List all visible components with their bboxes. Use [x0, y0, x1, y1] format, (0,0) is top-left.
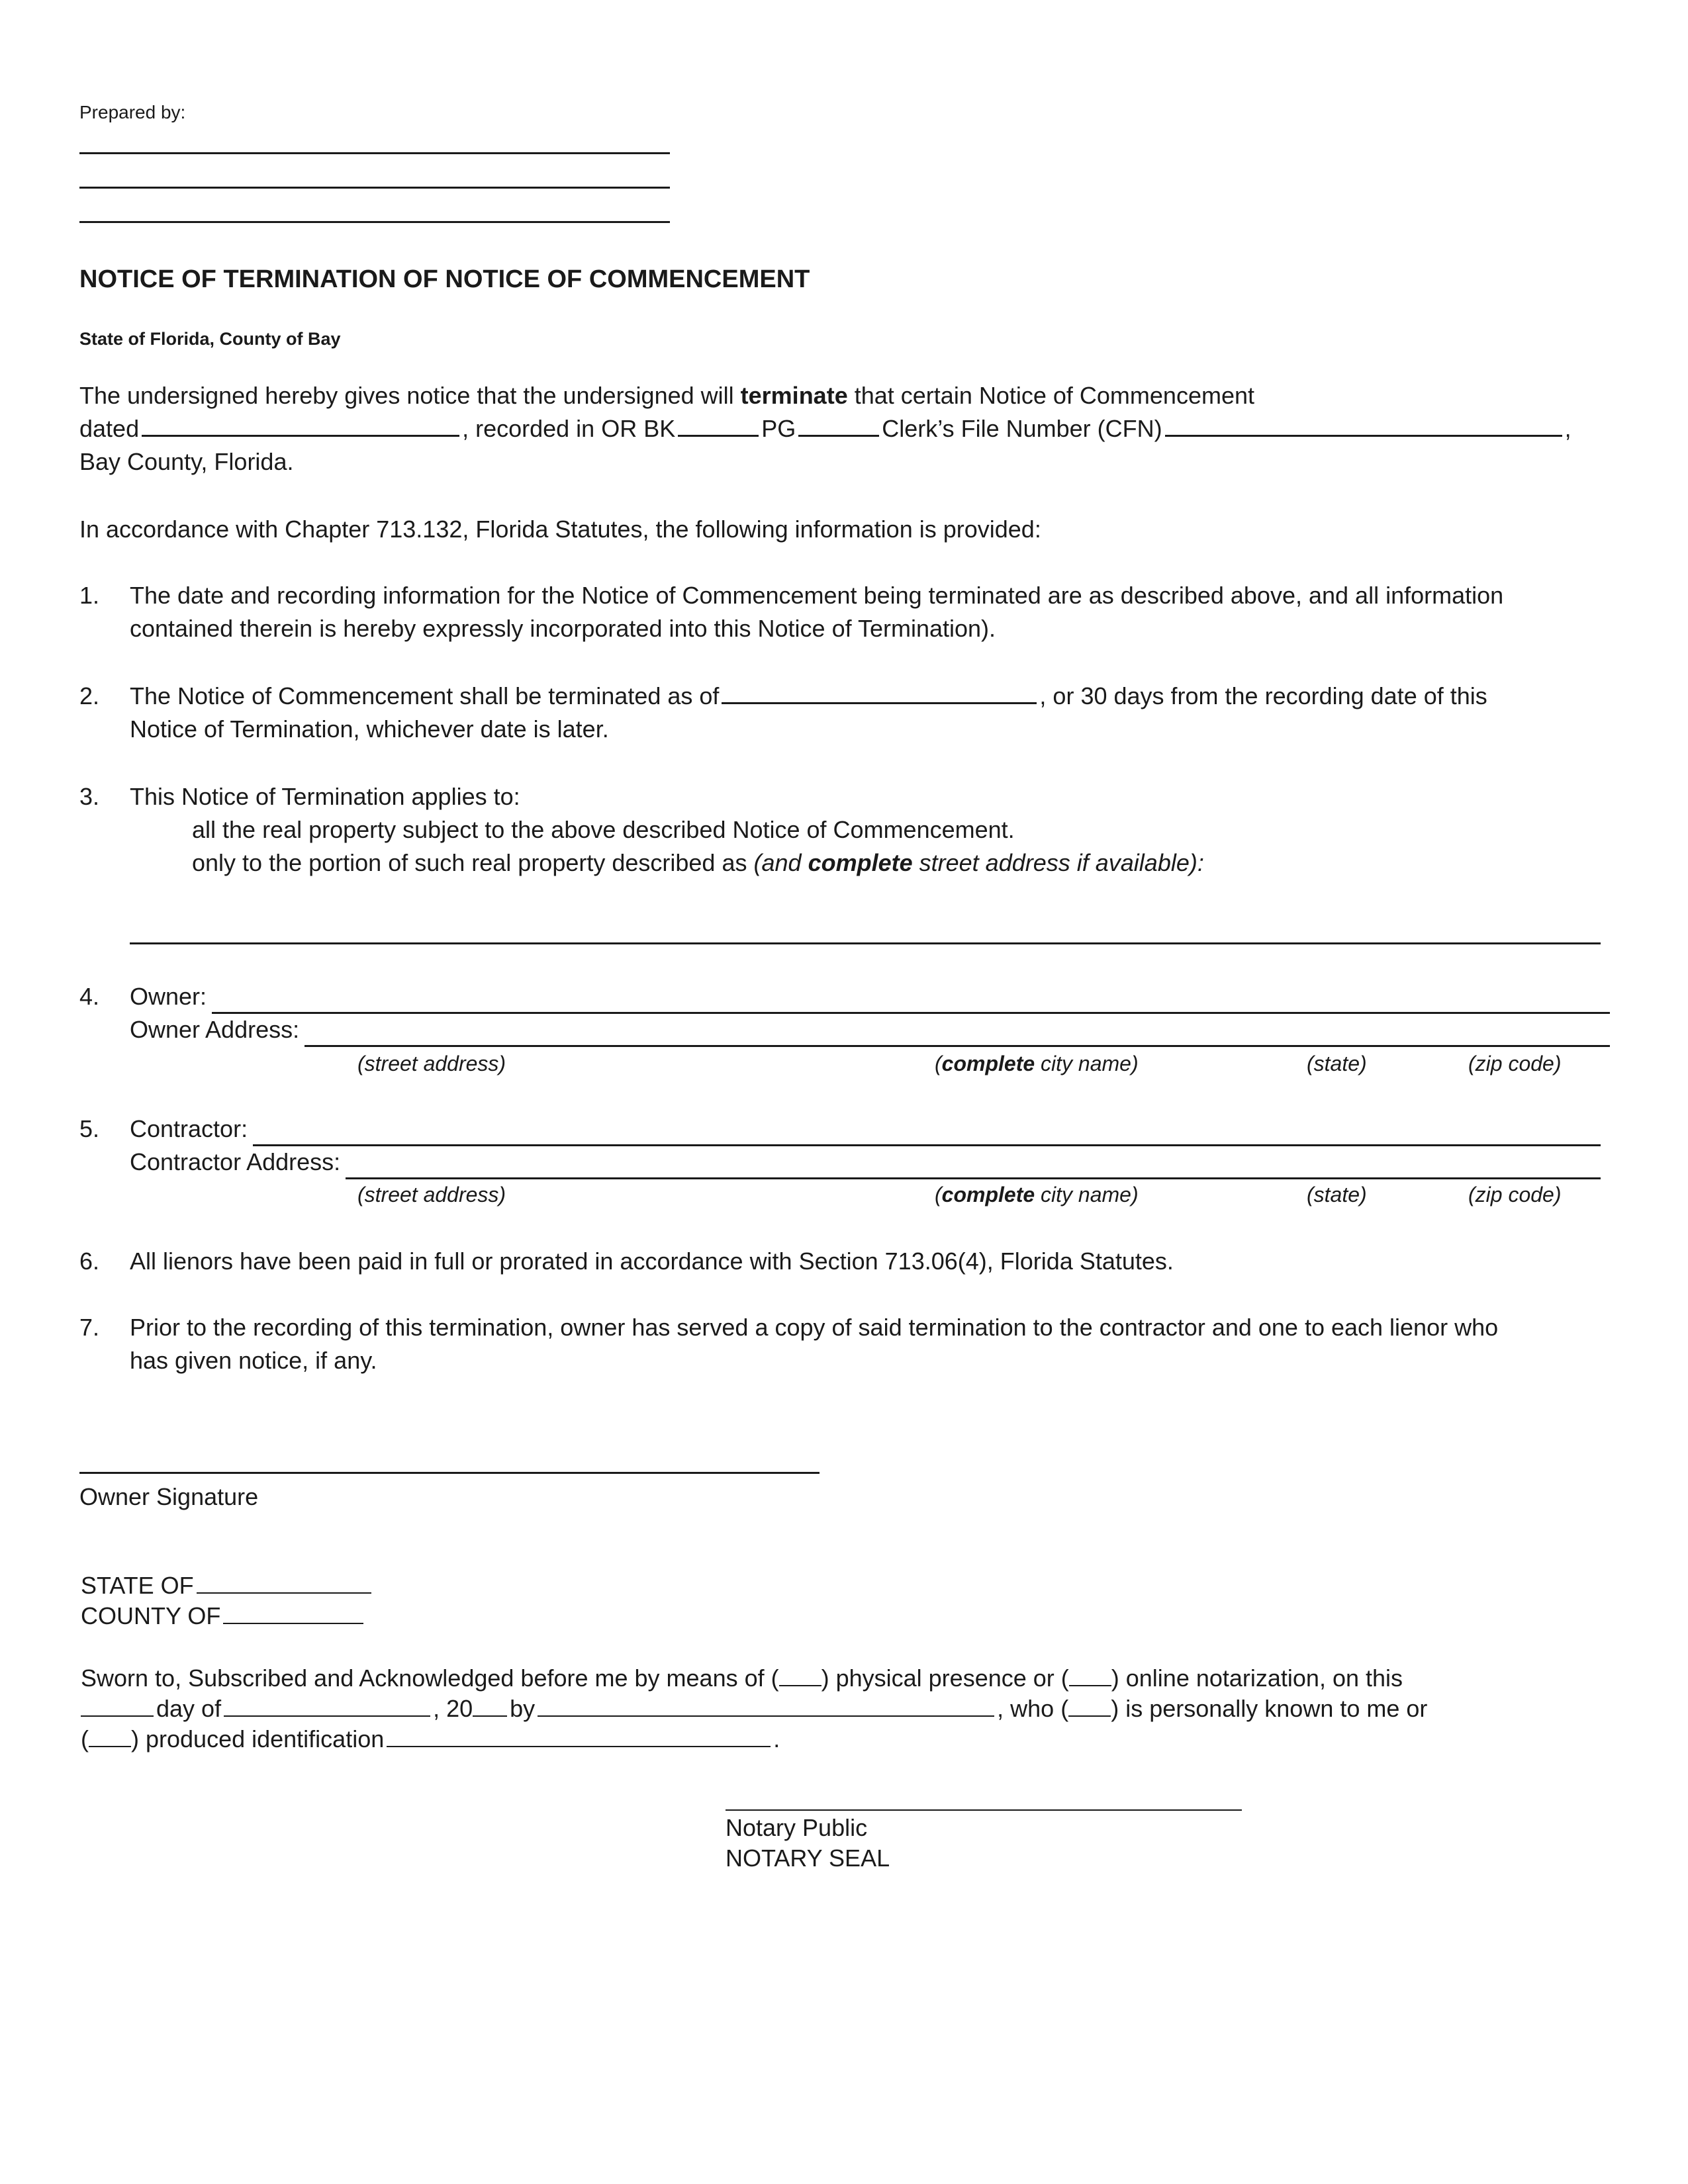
item-7-line-2: has given notice, if any.	[130, 1347, 377, 1374]
owner-signature-line[interactable]	[79, 1472, 820, 1474]
dated-field[interactable]	[142, 412, 459, 437]
item-7-number: 7.	[79, 1314, 100, 1341]
item-2-line-2: Notice of Termination, whichever date is later.	[130, 715, 609, 743]
intro-dated: dated	[79, 415, 140, 442]
item-5-number: 5.	[79, 1115, 100, 1142]
item-1-line-1: The date and recording information for the Notice of Commencement being terminated are as described above, and all information	[130, 582, 1504, 609]
produced-text: ) produced identification	[131, 1725, 385, 1752]
known-text: ) is personally known to me or	[1111, 1695, 1428, 1722]
sworn-line-2	[81, 1692, 1427, 1726]
item-2-text-b: , or 30 days from the recording date of this	[1039, 682, 1487, 709]
owner-address-field[interactable]	[305, 1021, 1610, 1047]
by-text: by	[510, 1695, 536, 1722]
contractor-address-field[interactable]	[346, 1154, 1601, 1179]
intro-cfn: Clerk’s File Number (CFN)	[882, 415, 1162, 442]
item-3-option-all[interactable]: all the real property subject to the above described Notice of Commencement.	[192, 816, 1015, 843]
sworn-text-c: ) online notarization, on this	[1111, 1664, 1403, 1692]
sworn-line-3	[81, 1722, 780, 1756]
owner-city-caption	[935, 1048, 1139, 1079]
intro-line-1	[79, 379, 1254, 413]
item-3-number: 3.	[79, 783, 100, 810]
item-7-line-1: Prior to the recording of this termination, owner has served a copy of said termination to the contractor and one to each lienor who	[130, 1314, 1499, 1341]
owner-street-caption: (street address)	[357, 1052, 506, 1075]
period-text: .	[773, 1725, 780, 1752]
contractor-address-row	[130, 1145, 1601, 1179]
or-bk-field[interactable]	[678, 412, 759, 437]
item-3-opt2-c: street address if available):	[919, 849, 1204, 876]
owner-city-rest: city name)	[1035, 1052, 1139, 1075]
personally-known-field[interactable]	[1068, 1696, 1111, 1717]
day-field[interactable]	[81, 1696, 154, 1717]
state-of-row	[81, 1569, 374, 1603]
owner-city-open: (	[935, 1052, 942, 1075]
item-1-line-2: contained therein is hereby expressly incorporated into this Notice of Termination).	[130, 615, 996, 642]
pg-field[interactable]	[798, 412, 879, 437]
contractor-row	[130, 1112, 1601, 1146]
intro-comma: ,	[1564, 415, 1571, 442]
state-of-field[interactable]	[197, 1572, 371, 1594]
online-notarization-field[interactable]	[1069, 1665, 1111, 1686]
by-name-field[interactable]	[538, 1696, 994, 1717]
intro-pg: PG	[761, 415, 796, 442]
notary-public-label: Notary Public	[726, 1814, 868, 1841]
document-subtitle: State of Florida, County of Bay	[79, 329, 341, 349]
contractor-zip-caption: (zip code)	[1468, 1183, 1562, 1206]
contractor-city-rest: city name)	[1035, 1183, 1139, 1206]
contractor-city-caption	[935, 1179, 1139, 1210]
document-title: NOTICE OF TERMINATION OF NOTICE OF COMMENCEMENT	[79, 265, 810, 293]
contractor-address-label: Contractor Address:	[130, 1148, 341, 1175]
prepared-by-line-2[interactable]	[79, 187, 670, 189]
sworn-line-1	[81, 1661, 1403, 1696]
who-text: , who (	[997, 1695, 1069, 1722]
owner-state-caption: (state)	[1307, 1052, 1367, 1075]
intro-recorded: , recorded in OR BK	[462, 415, 676, 442]
intro-line-2	[79, 412, 1571, 446]
open-paren-text: (	[81, 1725, 89, 1752]
sworn-text-a: Sworn to, Subscribed and Acknowledged before me by means of (	[81, 1664, 779, 1692]
owner-label: Owner:	[130, 983, 207, 1010]
contractor-city-open: (	[935, 1183, 942, 1206]
contractor-state-caption: (state)	[1307, 1183, 1367, 1206]
year-field[interactable]	[473, 1696, 507, 1717]
accordance-text: In accordance with Chapter 713.132, Florida Statutes, the following information is provided:	[79, 516, 1041, 543]
item-6-number: 6.	[79, 1248, 100, 1275]
intro-line-3: Bay County, Florida.	[79, 448, 294, 475]
item-2-text-a: The Notice of Commencement shall be terminated as of	[130, 682, 720, 709]
owner-field[interactable]	[212, 988, 1610, 1014]
item-3-opt2-complete: complete	[808, 849, 913, 876]
item-6-line-1: All lienors have been paid in full or prorated in accordance with Section 713.06(4), Florida Statutes.	[130, 1248, 1174, 1275]
produced-id-check-field[interactable]	[89, 1726, 131, 1747]
contractor-label: Contractor:	[130, 1115, 248, 1142]
intro-text-b: that certain Notice of Commencement	[854, 382, 1254, 409]
item-1-number: 1.	[79, 582, 100, 609]
item-3-opt2-a: only to the portion of such real property described as	[192, 849, 747, 876]
item-3-opt2-b: (and	[753, 849, 802, 876]
physical-presence-field[interactable]	[779, 1665, 821, 1686]
item-2-number: 2.	[79, 682, 100, 709]
contractor-city-complete: complete	[941, 1183, 1035, 1206]
notary-seal-label: NOTARY SEAL	[726, 1844, 890, 1872]
sworn-text-b: ) physical presence or (	[821, 1664, 1069, 1692]
prepared-by-line-1[interactable]	[79, 152, 670, 154]
item-3-line-1: This Notice of Termination applies to:	[130, 783, 520, 810]
prepared-by-line-3[interactable]	[79, 221, 670, 223]
contractor-street-caption: (street address)	[357, 1183, 506, 1206]
owner-address-row	[130, 1013, 1610, 1047]
contractor-field[interactable]	[253, 1120, 1601, 1146]
termination-date-field[interactable]	[722, 680, 1037, 704]
owner-row	[130, 979, 1610, 1014]
owner-zip-caption: (zip code)	[1468, 1052, 1562, 1075]
identification-field[interactable]	[387, 1726, 771, 1747]
month-field[interactable]	[224, 1696, 430, 1717]
prepared-by-label: Prepared by:	[79, 102, 186, 122]
owner-address-label: Owner Address:	[130, 1016, 300, 1043]
state-of-label: STATE OF	[81, 1572, 194, 1599]
twenty-text: , 20	[433, 1695, 473, 1722]
county-of-label: COUNTY OF	[81, 1602, 221, 1629]
item-2-line-1	[130, 679, 1487, 713]
county-of-field[interactable]	[223, 1603, 363, 1624]
owner-city-complete: complete	[941, 1052, 1035, 1075]
property-description-line[interactable]	[130, 942, 1601, 944]
intro-text-a: The undersigned hereby gives notice that the undersigned will	[79, 382, 734, 409]
cfn-field[interactable]	[1165, 412, 1562, 437]
day-of-text: day of	[156, 1695, 222, 1722]
intro-terminate: terminate	[740, 382, 848, 409]
item-4-number: 4.	[79, 983, 100, 1010]
county-of-row	[81, 1599, 366, 1633]
item-3-option-portion[interactable]	[192, 846, 1204, 880]
owner-signature-label: Owner Signature	[79, 1483, 259, 1510]
